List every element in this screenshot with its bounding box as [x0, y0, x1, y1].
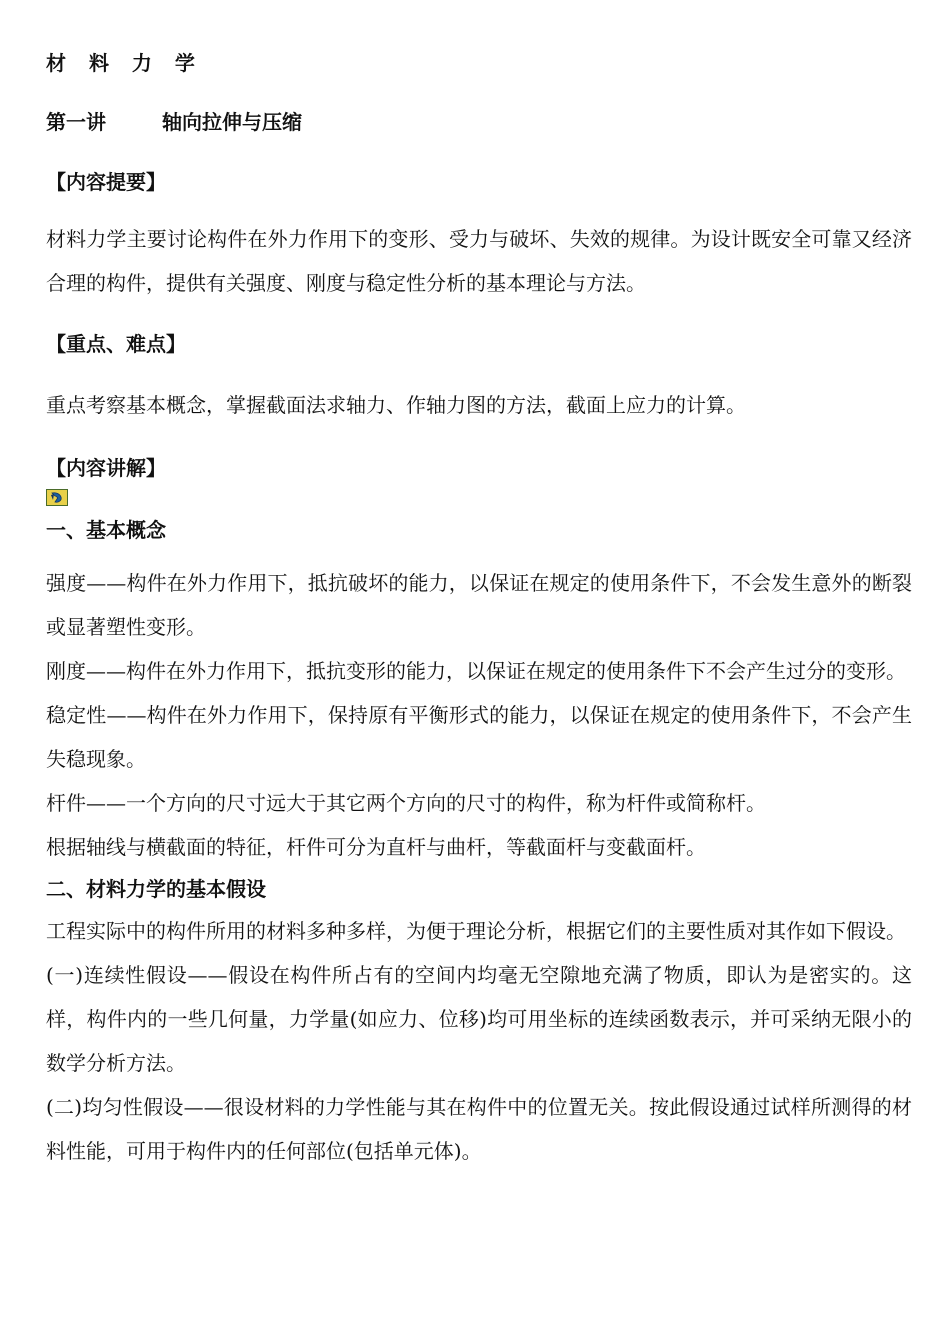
document-title: 材 料 力 学 [46, 51, 203, 75]
definition-stability: 稳定性——构件在外力作用下，保持原有平衡形式的能力，以保证在规定的使用条件下，不会产生失稳现象。 [46, 703, 912, 771]
audio-note-icon[interactable] [46, 489, 68, 506]
section-assumptions-heading: 二、材料力学的基本假设 [46, 877, 266, 901]
key-points-heading: 【重点、难点】 [46, 332, 186, 356]
lecture-title: 轴向拉伸与压缩 [162, 110, 302, 134]
bar-classification: 根据轴线与横截面的特征，杆件可分为直杆与曲杆，等截面杆与变截面杆。 [46, 835, 706, 859]
definition-bar: 杆件——一个方向的尺寸远大于其它两个方向的尺寸的构件，称为杆件或简称杆。 [46, 791, 766, 815]
explanation-heading: 【内容讲解】 [46, 456, 166, 480]
contents-text: 材料力学主要讨论构件在外力作用下的变形、受力与破坏、失效的规律。为设计既安全可靠又经济合理的构件，提供有关强度、刚度与稳定性分析的基本理论与方法。 [46, 227, 912, 295]
icon-row [46, 489, 912, 513]
definition-strength: 强度——构件在外力作用下，抵抗破坏的能力，以保证在规定的使用条件下，不会发生意外的断裂或显著塑性变形。 [46, 571, 912, 639]
key-points-text: 重点考察基本概念，掌握截面法求轴力、作轴力图的方法，截面上应力的计算。 [46, 393, 746, 417]
lecture-heading [46, 103, 912, 141]
basic-concepts-body [46, 561, 912, 869]
lecture-number: 第一讲 [46, 110, 106, 134]
section-basic-concepts-heading: 一、基本概念 [46, 518, 166, 542]
assumption-homogeneity: (二)均匀性假设——很设材料的力学性能与其在构件中的位置无关。按此假设通过试样所测得的材料性能，可用于构件内的任何部位(包括单元体)。 [46, 1095, 912, 1163]
assumptions-body [46, 909, 912, 1173]
contents-heading: 【内容提要】 [46, 170, 166, 194]
assumption-continuity: (一)连续性假设——假设在构件所占有的空间内均毫无空隙地充满了物质，即认为是密实的。这样，构件内的一些几何量，力学量(如应力、位移)均可用坐标的连续函数表示，并可采纳无限小的数学分析方法。 [46, 963, 912, 1075]
definition-stiffness: 刚度——构件在外力作用下，抵抗变形的能力，以保证在规定的使用条件下不会产生过分的变形。 [46, 659, 906, 683]
assumptions-intro: 工程实际中的构件所用的材料多种多样，为便于理论分析，根据它们的主要性质对其作如下假设。 [46, 919, 906, 943]
